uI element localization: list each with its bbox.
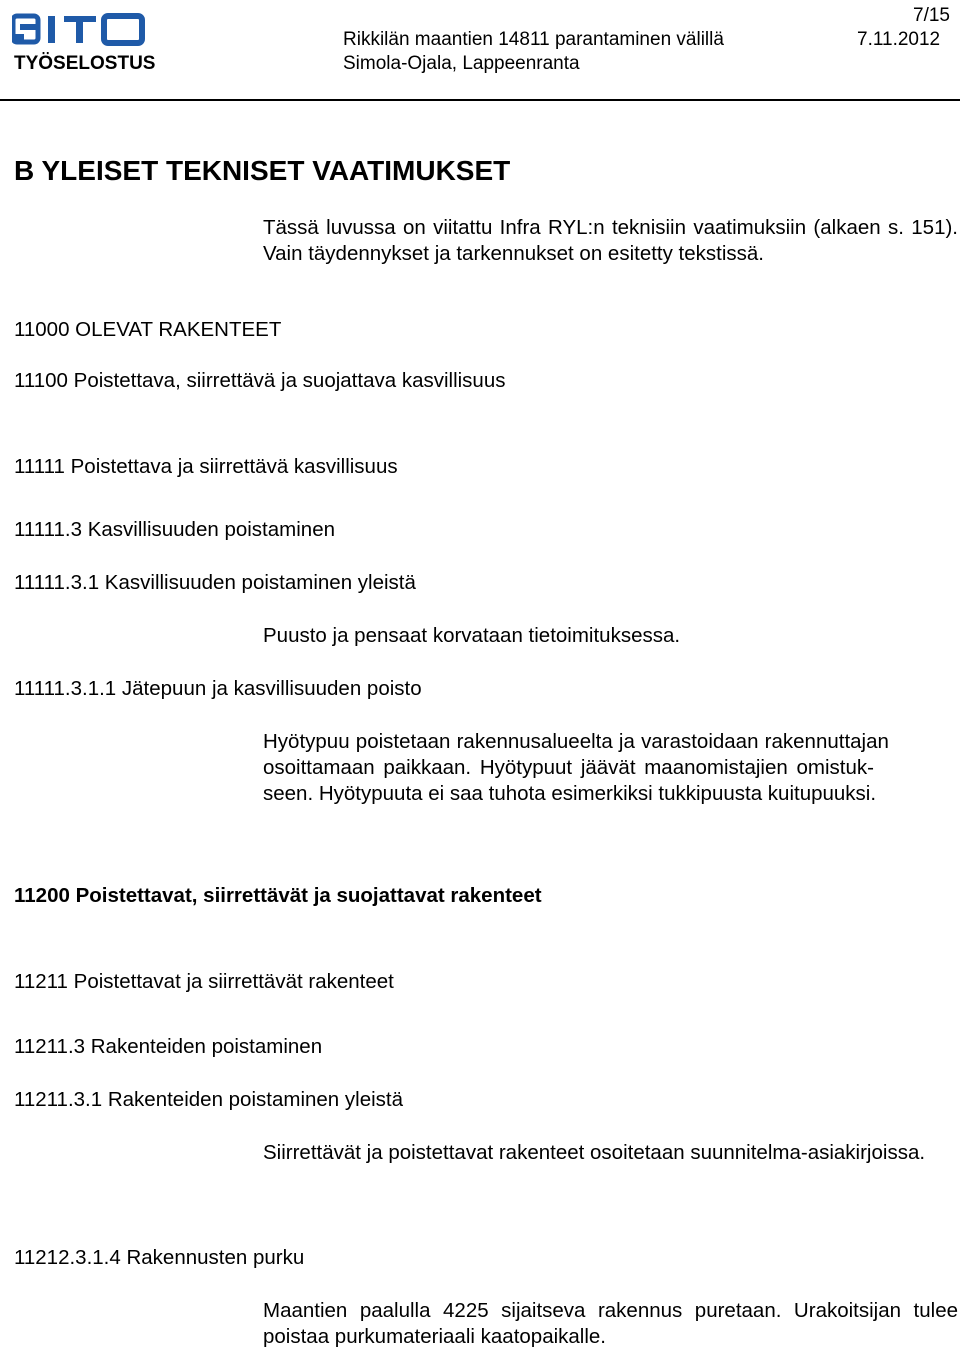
paragraph-11212-3-1-4: Maantien paalulla 4225 sijaitseva rakennus puretaan. Urakoitsijan tulee poistaa purkumateriaali kaatopaikalle. — [263, 1299, 958, 1348]
heading-11200: 11200 Poistettavat, siirrettävät ja suojattavat rakenteet — [14, 884, 542, 907]
project-title: Rikkilän maantien 14811 parantaminen välillä — [343, 29, 724, 50]
heading-11111-3-1-1: 11111.3.1.1 Jätepuun ja kasvillisuuden poisto — [14, 677, 422, 700]
paragraph-11111-3-1-1-line3: seen. Hyötypuuta ei saa tuhota esimerkiksi tukkipuusta kuitupuuksi. — [263, 782, 877, 805]
heading-11111-3: 11111.3 Kasvillisuuden poistaminen — [14, 518, 335, 541]
document-type: TYÖSELOSTUS — [14, 53, 156, 74]
intro-paragraph: Tässä luvussa on viitattu Infra RYL:n teknisiin vaatimuksiin (alkaen s. 151). Vain täydennykset ja tarkennukset on esitetty tekstissä. — [263, 216, 958, 265]
document-date: 7.11.2012 — [857, 29, 941, 50]
section-title: B YLEISET TEKNISET VAATIMUKSET — [14, 155, 511, 186]
paragraph-11111-3-1-1-line2: osoittamaan paikkaan. Hyötypuut jäävät maanomistajien omistuk- — [263, 756, 874, 779]
paragraph-11111-3-1: Puusto ja pensaat korvataan tietoimituksessa. — [263, 624, 681, 647]
heading-11100: 11100 Poistettava, siirrettävä ja suojattava kasvillisuus — [14, 369, 506, 392]
heading-11111: 11111 Poistettava ja siirrettävä kasvillisuus — [14, 455, 398, 478]
sito-logo — [12, 10, 152, 55]
paragraph-11111-3-1-1-line1: Hyötypuu poistetaan rakennusalueelta ja varastoidaan rakennuttajan — [263, 730, 889, 753]
heading-11212-3-1-4: 11212.3.1.4 Rakennusten purku — [14, 1246, 305, 1269]
sito-logo-mark — [12, 10, 152, 50]
heading-11211-3-1: 11211.3.1 Rakenteiden poistaminen yleistä — [14, 1088, 403, 1111]
heading-11211: 11211 Poistettavat ja siirrettävät rakenteet — [14, 970, 394, 993]
heading-11211-3: 11211.3 Rakenteiden poistaminen — [14, 1035, 323, 1058]
page-number: 7/15 — [913, 5, 950, 26]
header-divider — [0, 99, 960, 101]
heading-11000: 11000 OLEVAT RAKENTEET — [14, 318, 282, 341]
project-location: Simola-Ojala, Lappeenranta — [343, 53, 580, 74]
heading-11111-3-1: 11111.3.1 Kasvillisuuden poistaminen yleistä — [14, 571, 416, 594]
paragraph-11211-3-1: Siirrettävät ja poistettavat rakenteet osoitetaan suunnitelma-asiakirjoissa. — [263, 1141, 926, 1164]
